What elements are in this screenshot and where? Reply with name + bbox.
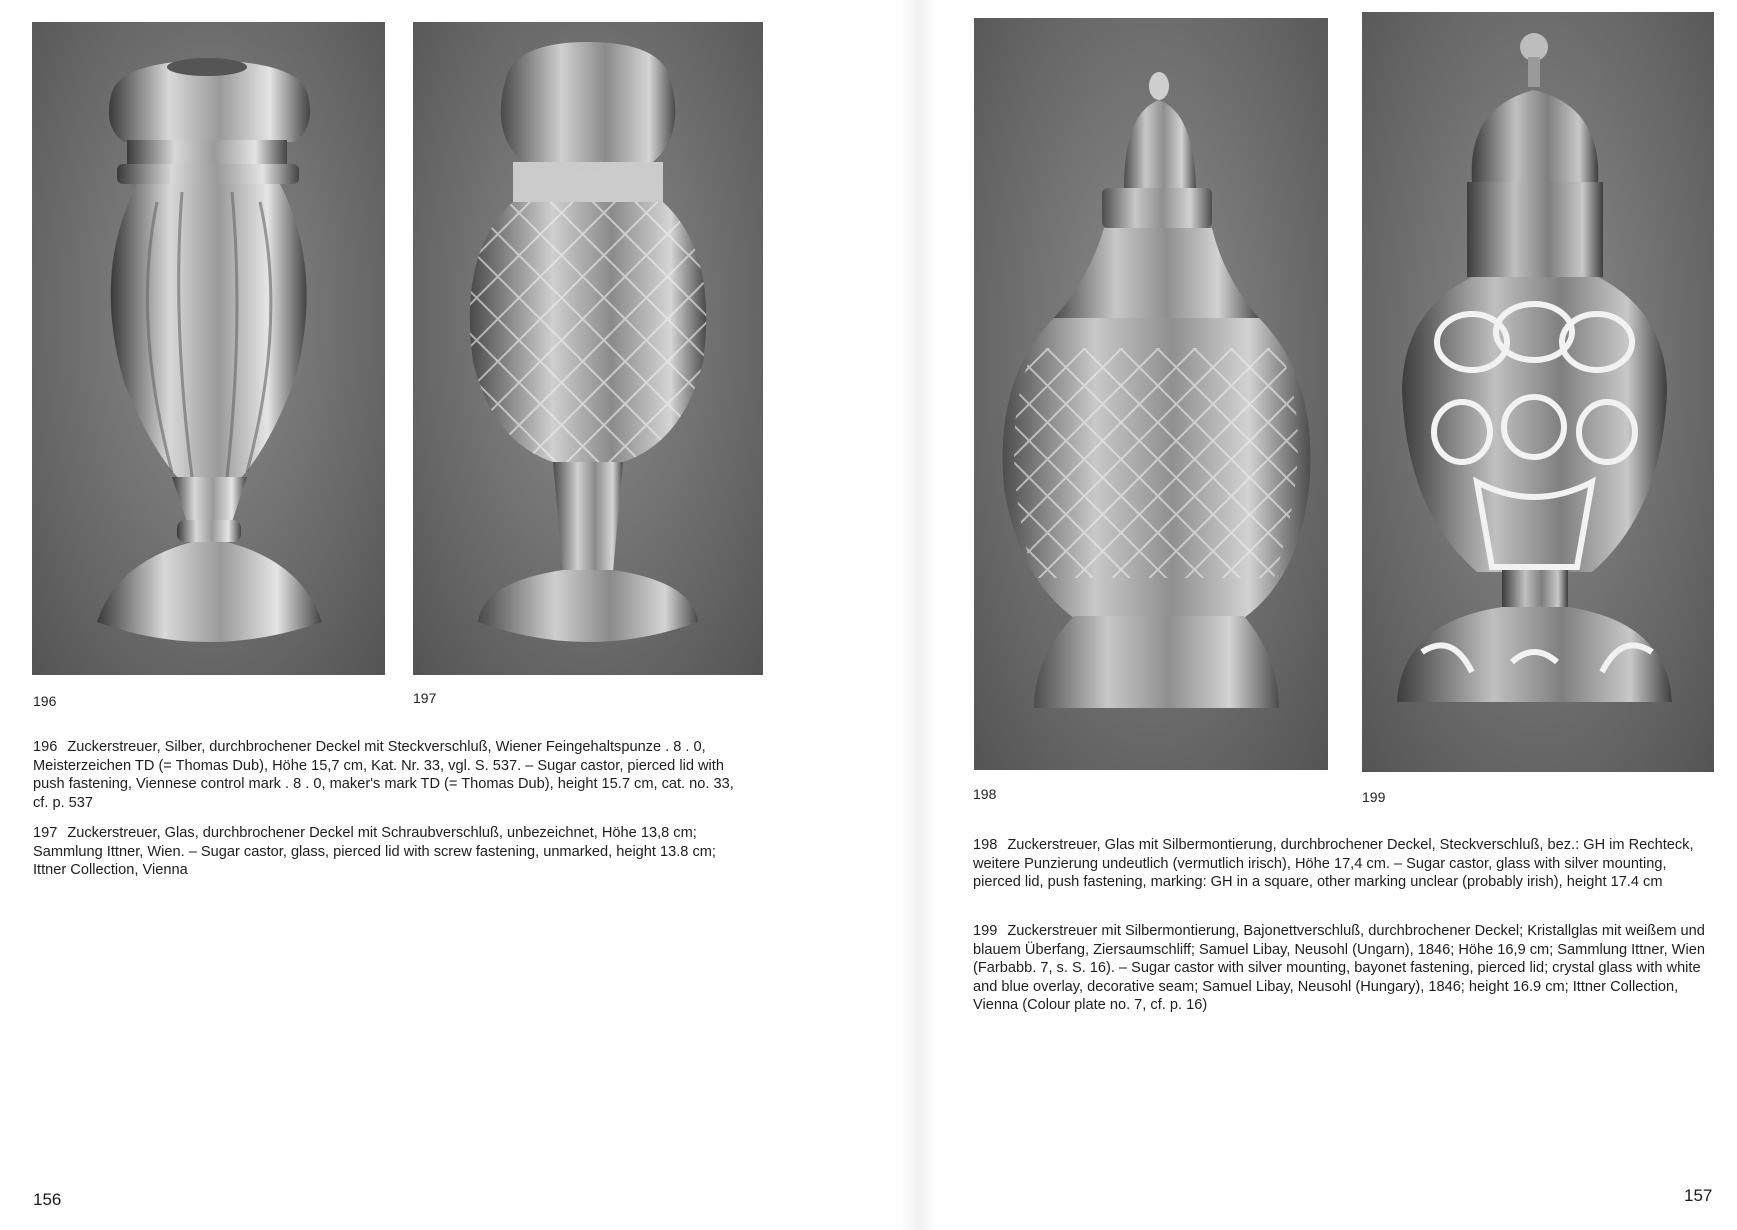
book-gutter: [900, 0, 936, 1230]
photo-196: [32, 22, 385, 675]
caption-number-196: 196: [33, 739, 58, 755]
figure-number-198: 198: [973, 786, 997, 802]
page-number-left: 156: [33, 1190, 62, 1209]
caption-text-199: Zuckerstreuer mit Silbermontierung, Bajonettverschluß, durchbrochener Deckel; Kristallglas mit weißem und blauem Überfang, Ziersaumschliff; Samuel Libay, Neusohl (Ungarn), 1846; Höhe 16,9 cm; Sammlung Ittner, Wien (Farbabb. 7, s. S. 16). – Sugar castor with silver mounting, bayonet fastening, pierced lid; crystal glass with white and blue overlay, decorative seam; Samuel Libay, Neusohl (Hungary), 1846; height 16.9 cm; Ittner Collection, Vienna (Colour plate no. 7, cf. p. 16): [973, 923, 1705, 1014]
photo-197: [413, 22, 763, 675]
overlay-glass-sugar-castor-icon: [1362, 12, 1714, 772]
caption-196: [33, 738, 745, 812]
caption-number-198: 198: [973, 837, 998, 853]
caption-198: [973, 836, 1713, 892]
glass-sugar-castor-silver-mount-icon: [974, 18, 1328, 770]
caption-199: [973, 922, 1713, 1015]
photo-198: [974, 18, 1328, 770]
caption-text-197: Zuckerstreuer, Glas, durchbrochener Deckel mit Schraubverschluß, unbezeichnet, Höhe 13,8 cm; Sammlung Ittner, Wien. – Sugar castor, glass, pierced lid with screw fastening, unmarked, height 13.8 cm; Ittner Collection, Vienna: [33, 825, 716, 879]
figure-number-196: 196: [33, 693, 57, 709]
caption-number-199: 199: [973, 923, 998, 939]
silver-sugar-castor-icon: [32, 22, 385, 675]
figure-number-197: 197: [413, 690, 437, 706]
caption-text-198: Zuckerstreuer, Glas mit Silbermontierung, durchbrochener Deckel, Steckverschluß, bez.: GH im Rechteck, weitere Punzierung undeutlich (vermutlich irisch), Höhe 17,4 cm. – Sugar castor, glass with silver mounting, pierced lid, push fastening, marking: GH in a square, other marking unclear (probably irish), height 17.4 cm: [973, 837, 1694, 891]
page-number-right: 157: [1684, 1186, 1713, 1205]
cut-glass-sugar-castor-icon: [413, 22, 763, 675]
photo-199: [1362, 12, 1714, 772]
caption-number-197: 197: [33, 825, 58, 841]
figure-number-199: 199: [1362, 789, 1386, 805]
caption-text-196: Zuckerstreuer, Silber, durchbrochener Deckel mit Steckverschluß, Wiener Feingehaltspunze . 8 . 0, Meisterzeichen TD (= Thomas Dub), Höhe 15,7 cm, Kat. Nr. 33, vgl. S. 537. – Sugar castor, pierced lid with push fastening, Viennese control mark . 8 . 0, maker's mark TD (= Thomas Dub), height 15.7 cm, cat. no. 33, cf. p. 537: [33, 739, 734, 811]
caption-197: [33, 824, 751, 880]
